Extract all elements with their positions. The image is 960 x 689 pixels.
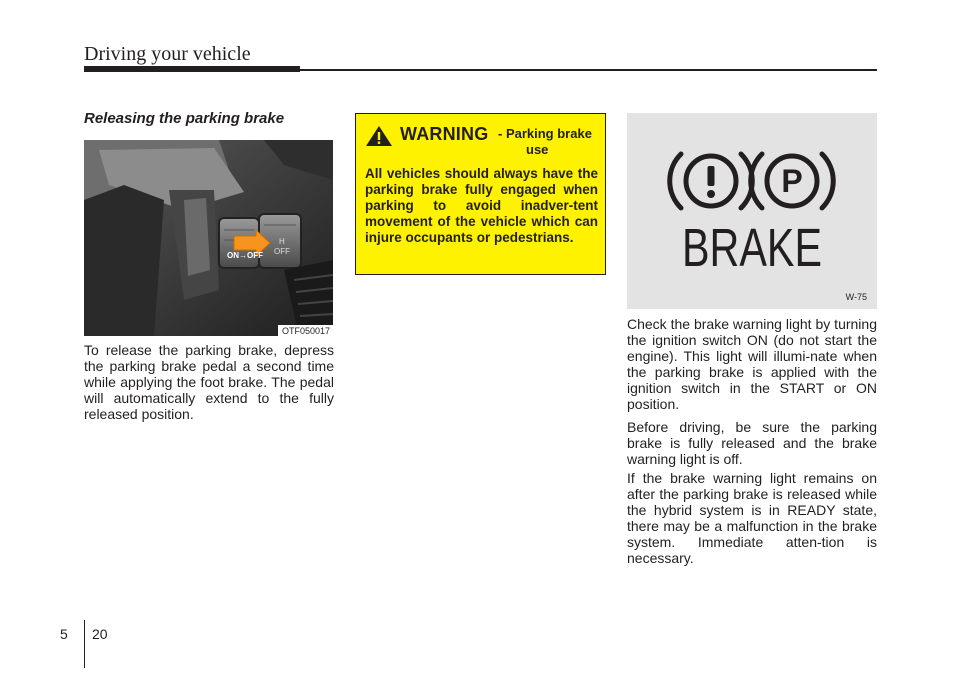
section-heading: Releasing the parking brake xyxy=(84,110,285,127)
warning-box xyxy=(355,113,606,275)
header-rule-thin xyxy=(300,69,877,71)
warning-triangle-icon xyxy=(364,124,394,148)
malfunction-paragraph: If the brake warning light remains on after the parking brake is released while the hybrid system is in READY state, there may be a malfunction in the brake system. Immediate atten-tion is necessary. xyxy=(627,470,877,566)
warning-text: All vehicles should always have the parking brake fully engaged when parking to avoid inadver-tent movement of the vehicle which can injure occupants or pedestrians. xyxy=(365,166,598,245)
header-title: Driving your vehicle xyxy=(84,43,251,65)
brake-indicator-symbols xyxy=(627,113,877,309)
warning-word: WARNING xyxy=(400,124,489,144)
parking-brake-pedal-photo xyxy=(84,140,333,336)
photo-code: OTF050017 xyxy=(278,325,333,336)
indicator-code: W-75 xyxy=(845,292,867,302)
brake-label: BRAKE xyxy=(682,218,822,278)
release-instructions: To release the parking brake, depress the parking brake pedal a second time while applying the foot brake. The pedal will automatically extend to the fully released position. xyxy=(84,342,334,422)
footer-page: 20 xyxy=(92,626,108,642)
pedal-label-right-top: H xyxy=(279,237,285,246)
warning-subtitle: - Parking brake xyxy=(498,126,592,141)
pedal-illustration xyxy=(84,140,333,336)
header-rule-thick xyxy=(84,66,300,72)
parking-brake-p-icon: P xyxy=(781,163,803,199)
before-driving-paragraph: Before driving, be sure the parking brake is fully released and the brake warning light is off. xyxy=(627,419,877,467)
brake-indicator-panel xyxy=(627,113,877,309)
warning-subtitle-2: use xyxy=(526,142,549,157)
footer-chapter: 5 xyxy=(60,626,68,642)
check-light-paragraph: Check the brake warning light by turning the ignition switch ON (do not start the engine). This light will illumi-nate when the parking brake is applied with the ignition switch in the START or ON position. xyxy=(627,316,877,412)
pedal-label-left: ON→OFF xyxy=(227,251,263,260)
pedal-label-right-bottom: OFF xyxy=(274,247,290,256)
footer-rule xyxy=(84,620,85,668)
brake-warning-exclamation-icon xyxy=(707,166,715,198)
